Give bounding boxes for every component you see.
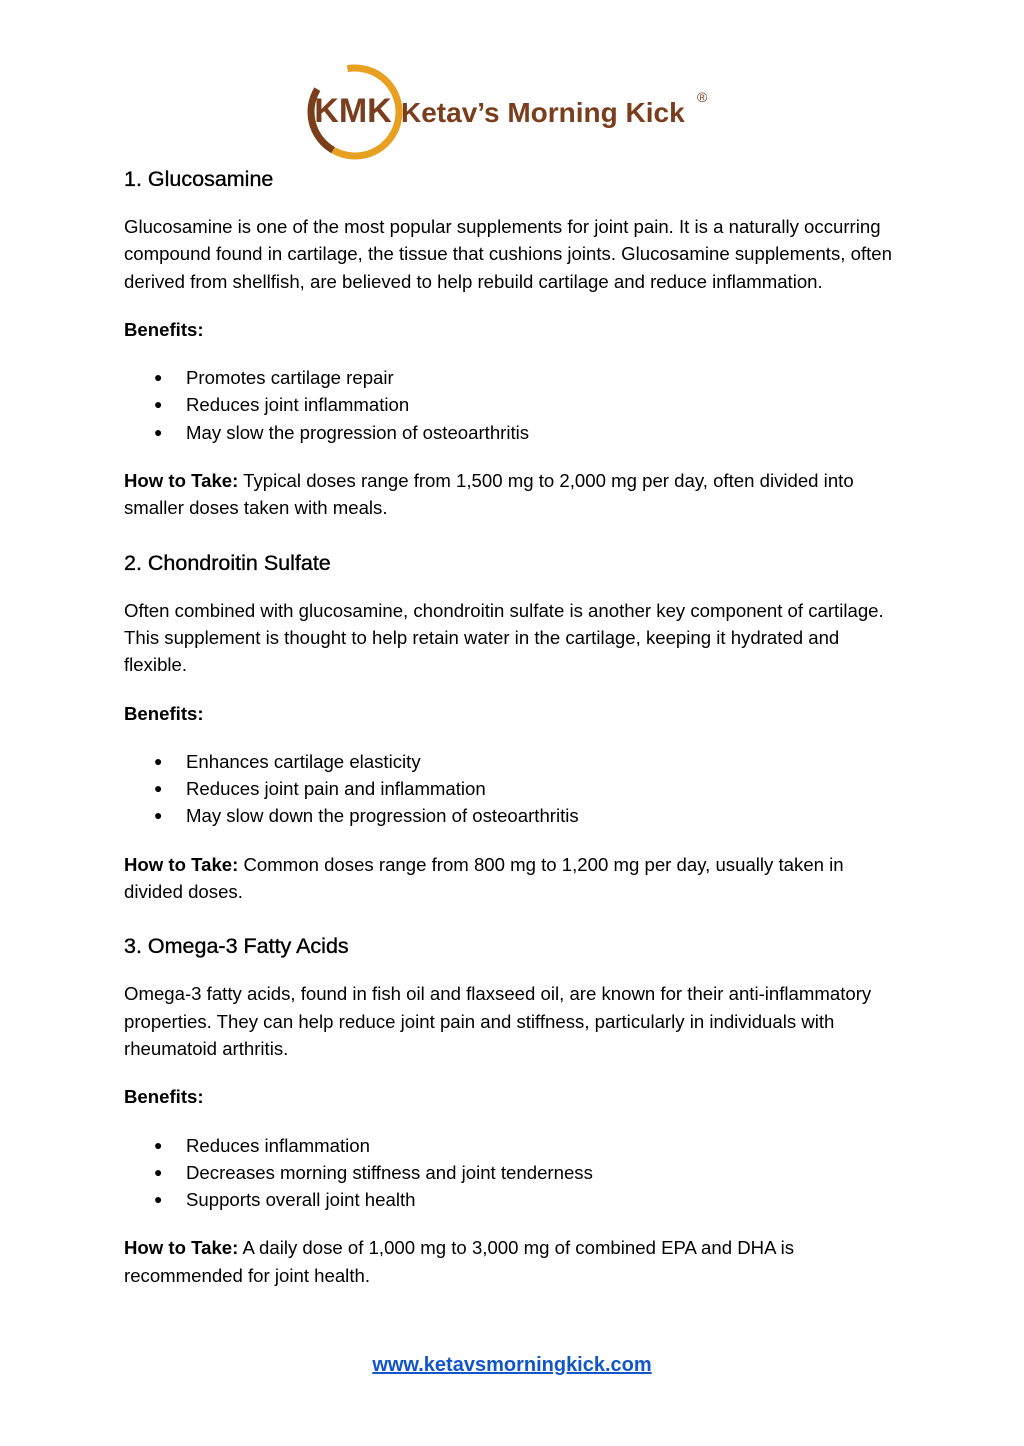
section-heading: 3. Omega-3 Fatty Acids: [124, 934, 349, 959]
benefits-label: Benefits:: [124, 702, 204, 724]
how-to-take-label: How to Take:: [124, 1237, 239, 1259]
list-item: [124, 419, 904, 446]
how-to-take-text: Common doses range from 800 mg to 1,200 mg per day, usually taken in divided doses.: [124, 853, 844, 903]
bullet-icon: ●: [154, 396, 163, 413]
list-item-text: Reduces joint pain and inflammation: [186, 778, 486, 800]
list-item: [124, 775, 904, 802]
list-item: [124, 802, 904, 829]
how-to-take-text: Typical doses range from 1,500 mg to 2,000 mg per day, often divided into smaller doses taken with meals.: [124, 470, 854, 519]
list-item-text: Supports overall joint health: [186, 1189, 416, 1211]
list-item: [124, 391, 904, 418]
benefits-list: [124, 1132, 904, 1214]
list-item-text: Reduces joint inflammation: [186, 394, 410, 416]
benefits-label: Benefits:: [124, 1086, 204, 1108]
section-heading: 2. Chondroitin Sulfate: [124, 550, 331, 575]
logo-registered-mark: ®: [697, 89, 708, 105]
section-intro: Omega-3 fatty acids, found in fish oil and flaxseed oil, are known for their anti-inflammatory properties. They can help reduce joint pain and stiffness, particularly in individuals with rheumatoid arthritis.: [124, 983, 872, 1059]
benefits-list: [124, 748, 904, 830]
brand-logo: [305, 62, 725, 162]
benefits-label: Benefits:: [124, 318, 204, 340]
bullet-icon: ●: [154, 369, 163, 386]
list-item-text: Reduces inflammation: [186, 1134, 370, 1156]
logo-brand-name: Ketav’s Morning Kick: [401, 97, 685, 128]
section-intro: Glucosamine is one of the most popular supplements for joint pain. It is a naturally occurring compound found in cartilage, the tissue that cushions joints. Glucosamine supplements, often derived from shellfish, are believed to help rebuild cartilage and reduce inflammation.: [124, 216, 892, 292]
list-item: [124, 1186, 904, 1213]
how-to-take: [124, 467, 904, 522]
bullet-icon: ●: [154, 423, 163, 440]
bullet-icon: ●: [154, 1191, 163, 1208]
list-item-text: Enhances cartilage elasticity: [186, 750, 421, 772]
section-intro: Often combined with glucosamine, chondroitin sulfate is another key component of cartilage. This supplement is thought to help retain water in the cartilage, keeping it hydrated and flexible.: [124, 599, 884, 676]
bullet-icon: ●: [154, 752, 163, 769]
list-item-text: Decreases morning stiffness and joint tenderness: [186, 1161, 593, 1183]
how-to-take-label: How to Take:: [124, 470, 239, 492]
section-omega-3: [124, 929, 904, 1289]
document-body: [124, 162, 904, 1289]
how-to-take-label: How to Take:: [124, 853, 239, 875]
how-to-take-text: A daily dose of 1,000 mg to 3,000 mg of combined EPA and DHA is recommended for joint health.: [124, 1237, 795, 1286]
list-item: [124, 1132, 904, 1159]
list-item: [124, 1159, 904, 1186]
bullet-icon: ●: [154, 1136, 163, 1153]
bullet-icon: ●: [154, 1163, 163, 1180]
footer: [0, 1354, 1024, 1377]
list-item-text: May slow the progression of osteoarthritis: [186, 421, 530, 443]
how-to-take: [124, 1234, 904, 1289]
website-link[interactable]: www.ketavsmorningkick.com: [372, 1354, 652, 1376]
bullet-icon: ●: [154, 807, 163, 824]
list-item-text: Promotes cartilage repair: [186, 367, 394, 389]
bullet-icon: ●: [154, 780, 163, 797]
list-item: [124, 364, 904, 391]
how-to-take: [124, 851, 904, 906]
list-item: [124, 748, 904, 775]
benefits-list: [124, 364, 904, 446]
section-heading: 1. Glucosamine: [124, 167, 274, 191]
section-chondroitin: [124, 546, 904, 906]
list-item-text: May slow down the progression of osteoarthritis: [186, 805, 579, 827]
logo-monogram: KMK: [314, 92, 392, 130]
section-glucosamine: [124, 162, 904, 522]
